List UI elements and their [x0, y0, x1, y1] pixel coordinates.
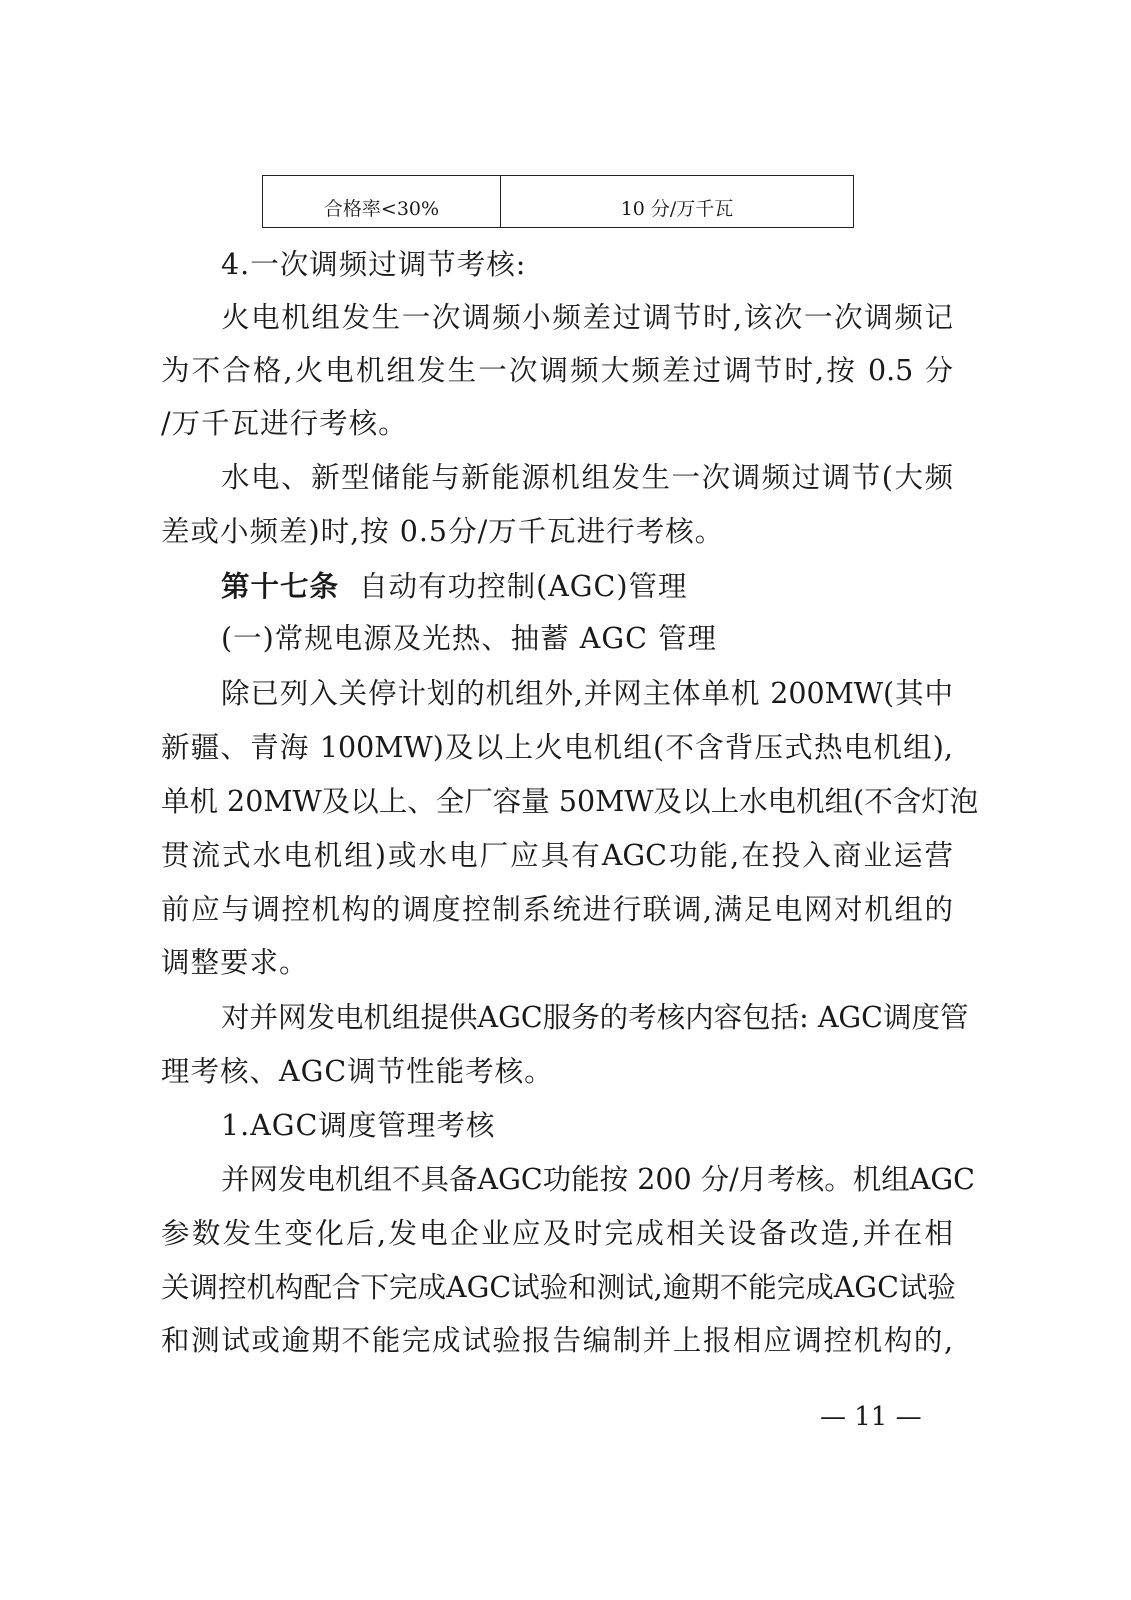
paragraph-line: 新疆、青海 100MW)及以上火电机组(不含背压式热电机组), — [161, 731, 953, 764]
paragraph-line: 除已列入关停计划的机组外,并网主体单机 200MW(其中 — [221, 677, 953, 710]
paragraph-line: 贯流式水电机组)或水电厂应具有AGC功能,在投入商业运营 — [161, 839, 953, 872]
paragraph-line: 对并网发电机组提供AGC服务的考核内容包括: AGC调度管 — [221, 1001, 969, 1034]
article-title: 自动有功控制(AGC)管理 — [359, 570, 688, 603]
paragraph-line: 关调控机构配合下完成AGC试验和测试,逾期不能完成AGC试验 — [161, 1271, 956, 1304]
item-heading: 1.AGC调度管理考核 — [221, 1109, 496, 1142]
score-table-row — [262, 175, 854, 228]
article-number: 第十七条 — [221, 569, 340, 603]
section-4-heading: 4.一次调频过调节考核: — [221, 248, 527, 281]
paragraph-line: 前应与调控机构的调度控制系统进行联调,满足电网对机组的 — [161, 893, 953, 926]
paragraph-line: 单机 20MW及以上、全厂容量 50MW及以上水电机组(不含灯泡 — [161, 785, 979, 818]
article-heading — [221, 569, 687, 604]
paragraph-line: 为不合格,火电机组发生一次调频大频差过调节时,按 0.5 分 — [161, 354, 953, 387]
page-number: — 11 — — [820, 1402, 922, 1432]
paragraph-line: 调整要求。 — [161, 946, 309, 979]
paragraph-line: 水电、新型储能与新能源机组发生一次调频过调节(大频 — [221, 461, 953, 494]
table-cell-score: 10 分/万千瓦 — [620, 198, 734, 220]
subsection-heading: (一)常规电源及光热、抽蓄 AGC 管理 — [221, 622, 718, 655]
paragraph-line: 参数发生变化后,发电企业应及时完成相关设备改造,并在相 — [161, 1217, 953, 1250]
paragraph-line: 火电机组发生一次调频小频差过调节时,该次一次调频记 — [221, 301, 953, 334]
paragraph-line: 理考核、AGC调节性能考核。 — [161, 1055, 554, 1088]
paragraph-line: 差或小频差)时,按 0.5分/万千瓦进行考核。 — [161, 515, 725, 548]
paragraph-line: 和测试或逾期不能完成试验报告编制并上报相应调控机构的, — [161, 1324, 953, 1357]
paragraph-line: /万千瓦进行考核。 — [161, 407, 408, 440]
table-cell-condition: 合格率<30% — [263, 176, 501, 227]
paragraph-line: 并网发电机组不具备AGC功能按 200 分/月考核。机组AGC — [221, 1163, 975, 1196]
